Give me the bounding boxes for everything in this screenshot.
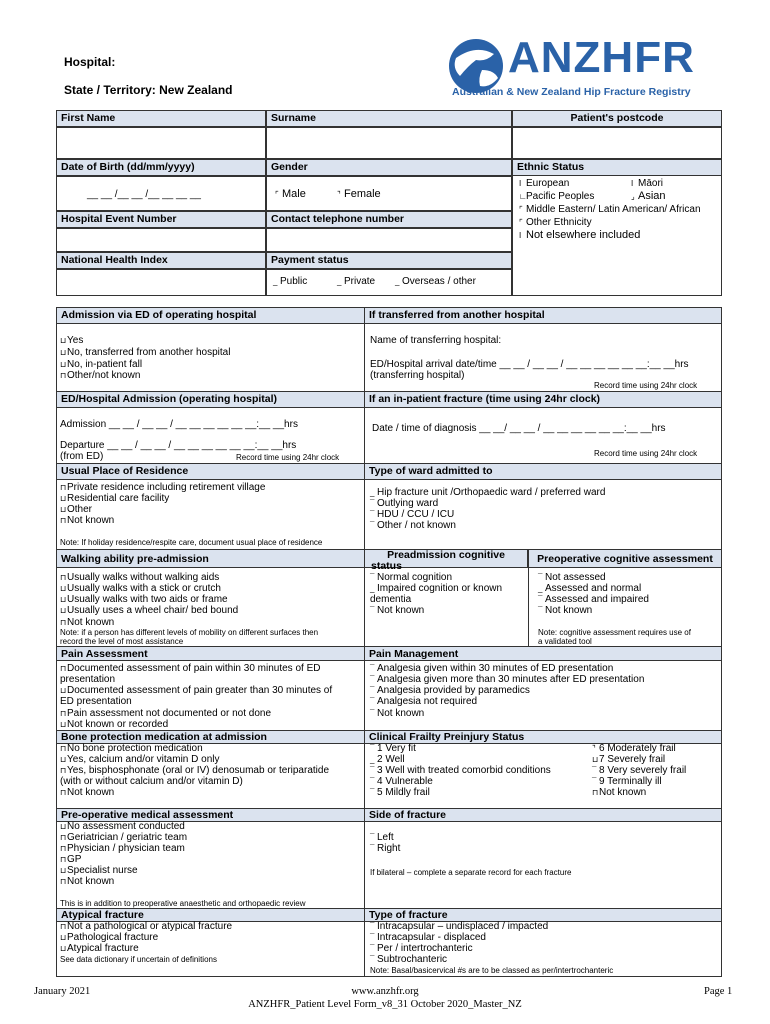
preop-cog-title: Preoperative cognitive assessment (528, 549, 722, 568)
ethnic-pacific[interactable]: ∟Pacific Peoples (519, 191, 595, 202)
gender-label: Gender (266, 159, 512, 176)
fracture-type-title: Type of fracture (364, 908, 722, 922)
residence-title: Usual Place of Residence (56, 463, 365, 480)
transfer-note: Record time using 24hr clock (594, 381, 698, 390)
female-option[interactable]: ⌝ Female (337, 188, 381, 200)
event-number-label: Hospital Event Number (56, 211, 266, 228)
ethnic-middle-eastern[interactable]: ⌜ Middle Eastern/ Latin American/ African (519, 204, 701, 215)
frailty-not-known[interactable]: ⊓Not known (592, 787, 647, 798)
frailty-1[interactable]: ¯ 1 Very fit (370, 743, 416, 754)
dob-field[interactable] (56, 176, 266, 211)
ethnic-field (512, 176, 722, 296)
preop-cog-normal[interactable]: _ Assessed and normal (538, 583, 642, 594)
cog-impaired[interactable]: _ Impaired cognition or known (370, 583, 503, 594)
gender-field (266, 176, 512, 211)
transfer-arrival: ED/Hospital arrival date/time __ __ / __ __ / __ __ __ __ __ __:__ __hrs (370, 359, 689, 370)
atypical-not[interactable]: ⊓Not a pathological or atypical fracture (60, 921, 233, 932)
pain-within-30[interactable]: ⊓Documented assessment of pain within 30 minutes of ED (60, 663, 321, 674)
transfer-arrival-sub: (transferring hospital) (370, 370, 465, 381)
inpatient-title: If an in-patient fracture (time using 24hr clock) (364, 391, 722, 408)
analgesia-not-required[interactable]: ¯ Analgesia not required (370, 696, 478, 707)
pain-greater-30-cont: ED presentation (60, 696, 132, 707)
admission-ed-other[interactable]: ⊓Other/not known (60, 370, 141, 381)
transfer-hospital-name: Name of transferring hospital: (370, 335, 502, 346)
walking-not-known[interactable]: ⊓Not known (60, 617, 115, 628)
analgesia-within-30[interactable]: ¯ Analgesia given within 30 minutes of ED presentation (370, 663, 614, 674)
frailty-title: Clinical Frailty Preinjury Status (364, 730, 722, 744)
event-number-field[interactable] (56, 228, 266, 252)
bone-bisphosphonate[interactable]: ⊓Yes, bisphosphonate (oral or IV) denosumab or teriparatide (60, 765, 330, 776)
state-label: State / Territory: New Zealand (64, 83, 233, 97)
footer-page: Page 1 (704, 986, 733, 997)
hospital-label: Hospital: (64, 55, 116, 69)
admission-ed-transferred[interactable]: ⊔No, transferred from another hospital (60, 347, 231, 358)
pain-management-title: Pain Management (364, 646, 722, 661)
nhi-label: National Health Index (56, 252, 266, 269)
preop-cog-impaired[interactable]: ¯ Assessed and impaired (538, 594, 649, 605)
analgesia-not-known[interactable]: ¯ Not known (370, 708, 425, 719)
type-undisplaced[interactable]: ¯ Intracapsular – undisplaced / impacted (370, 921, 549, 932)
postcode-field[interactable] (512, 127, 722, 159)
dob-label: Date of Birth (dd/mm/yyyy) (56, 159, 266, 176)
ed-admission-title: ED/Hospital Admission (operating hospital) (56, 391, 365, 408)
first-name-label: First Name (56, 110, 266, 127)
residence-note: Note: If holiday residence/respite care, document usual place of residence (60, 538, 323, 547)
first-name-field[interactable] (56, 127, 266, 159)
type-displaced[interactable]: ¯ Intracapsular - displaced (370, 932, 486, 943)
walking-note-1: Note: if a person has different levels of mobility on different surfaces then (60, 628, 319, 637)
ward-hdu[interactable]: ¯ HDU / CCU / ICU (370, 509, 455, 520)
preadm-cog-title: Preadmission cognitive status (364, 549, 528, 568)
payment-public[interactable]: _ Public (273, 276, 308, 287)
preop-cog-note-2: a validated tool (538, 637, 592, 646)
preop-med-none[interactable]: ⊔No assessment conducted (60, 821, 185, 832)
postcode-label: Patient's postcode (512, 110, 722, 127)
ward-title: Type of ward admitted to (364, 463, 722, 480)
bone-bisphosphonate-cont: (with or without calcium and/or vitamin D) (60, 776, 243, 787)
side-note: If bilateral – complete a separate record for each fracture (370, 868, 572, 877)
ward-hip-unit[interactable]: _ Hip fracture unit /Orthopaedic ward / preferred ward (370, 487, 606, 498)
preop-med-not-known[interactable]: ⊓Not known (60, 876, 115, 887)
frailty-6[interactable]: ⌝ 6 Moderately frail (592, 743, 676, 754)
pain-not-known[interactable]: ⊔Not known or recorded (60, 719, 169, 730)
preop-cog-note-1: Note: cognitive assessment requires use of (538, 628, 691, 637)
ethnic-other[interactable]: ⌜ Other Ethnicity (519, 217, 592, 228)
walking-stick[interactable]: ⊔Usually walks with a stick or crutch (60, 583, 221, 594)
ed-departure-time: Departure __ __ / __ __ / __ __ __ __ __ __:__ __hrs (60, 440, 297, 451)
atypical-note: See data dictionary if uncertain of definitions (60, 955, 217, 964)
type-per-intertrochanteric[interactable]: ¯ Per / intertrochanteric (370, 943, 473, 954)
contact-field[interactable] (266, 228, 512, 252)
side-right[interactable]: ¯ Right (370, 843, 401, 854)
frailty-5[interactable]: ¯ 5 Mildly frail (370, 787, 430, 798)
ward-other[interactable]: ¯ Other / not known (370, 520, 456, 531)
fracture-type-note: Note: Basal/basicervical #s are to be classed as per/intertrochanteric (370, 966, 614, 975)
transfer-title: If transferred from another hospital (364, 307, 722, 324)
bone-not-known[interactable]: ⊓Not known (60, 787, 115, 798)
preop-med-title: Pre-operative medical assessment (56, 808, 365, 822)
bone-calcium[interactable]: ⊔Yes, calcium and/or vitamin D only (60, 754, 220, 765)
atypical-title: Atypical fracture (56, 908, 365, 922)
payment-label: Payment status (266, 252, 512, 269)
admission-ed-inpatient[interactable]: ⊔No, in-patient fall (60, 359, 143, 370)
pain-not-done[interactable]: ⊓Pain assessment not documented or not done (60, 708, 272, 719)
pain-assessment-title: Pain Assessment (56, 646, 365, 661)
frailty-2[interactable]: _ 2 Well (370, 754, 405, 765)
preop-med-nurse[interactable]: ⊔Specialist nurse (60, 865, 138, 876)
preop-cog-not-assessed[interactable]: ¯ Not assessed (538, 572, 606, 583)
ethnic-label: Ethnic Status (512, 159, 722, 176)
footer-file: ANZHFR_Patient Level Form_v8_31 October 2020_Master_NZ (248, 999, 522, 1010)
patient-details-table (56, 110, 722, 296)
admission-ed-yes[interactable]: ⊔Yes (60, 335, 84, 346)
analgesia-paramedics[interactable]: ¯ Analgesia provided by paramedics (370, 685, 530, 696)
ed-note: Record time using 24hr clock (236, 453, 340, 462)
pain-greater-30[interactable]: ⊔Documented assessment of pain greater than 30 minutes of (60, 685, 333, 696)
ethnic-european[interactable]: I European (519, 178, 570, 189)
ethnic-maori[interactable]: I Māori (631, 178, 664, 189)
preop-cog-not-known[interactable]: ¯ Not known (538, 605, 593, 616)
cog-dementia: dementia (370, 594, 412, 605)
footer-date: January 2021 (34, 986, 91, 997)
frailty-7[interactable]: ⊔7 Severely frail (592, 754, 666, 765)
logo-subtitle: Australian & New Zealand Hip Fracture Registry (452, 86, 691, 98)
residence-private[interactable]: ⊓Private residence including retirement village (60, 482, 266, 493)
analgesia-after-30[interactable]: ¯ Analgesia given more than 30 minutes after ED presentation (370, 674, 645, 685)
residence-care[interactable]: ⊔Residential care facility (60, 493, 170, 504)
male-option[interactable]: ⌜ Male (275, 188, 306, 200)
cog-not-known[interactable]: ¯ Not known (370, 605, 425, 616)
payment-field (266, 269, 512, 296)
side-title: Side of fracture (364, 808, 722, 822)
frailty-9[interactable]: ¯ 9 Terminally ill (592, 776, 662, 787)
side-left[interactable]: ¯ Left (370, 832, 394, 843)
residence-not-known[interactable]: ⊓Not known (60, 515, 115, 526)
frailty-8[interactable]: ¯ 8 Very severely frail (592, 765, 687, 776)
inpatient-note: Record time using 24hr clock (594, 449, 698, 458)
preop-med-gp[interactable]: ⊓GP (60, 854, 82, 865)
ed-from-ed: (from ED) (60, 451, 104, 462)
type-subtrochanteric[interactable]: ¯ Subtrochanteric (370, 954, 448, 965)
dob-blank: __ __ /__ __ /__ __ __ __ (87, 189, 201, 200)
bone-title: Bone protection medication at admission (56, 730, 365, 744)
atypical-pathological[interactable]: ⊔Pathological fracture (60, 932, 159, 943)
walking-two-aids[interactable]: ⊔Usually walks with two aids or frame (60, 594, 228, 605)
frailty-4[interactable]: ¯ 4 Vulnerable (370, 776, 433, 787)
payment-overseas[interactable]: _ Overseas / other (395, 276, 476, 287)
inpatient-date: Date / time of diagnosis __ __/ __ __ / __ __ __ __ __ __:__ __hrs (372, 423, 666, 434)
walking-note-2: record the level of most assistance (60, 637, 184, 646)
residence-other[interactable]: ⊔Other (60, 504, 93, 515)
footer-url[interactable]: www.anzhfr.org (351, 986, 419, 997)
logo-text: ANZHFR (508, 33, 695, 82)
contact-label: Contact telephone number (266, 211, 512, 228)
ward-outlying[interactable]: ¯ Outlying ward (370, 498, 439, 509)
nhi-field[interactable] (56, 269, 266, 296)
ethnic-not-elsewhere[interactable]: I Not elsewhere included (519, 229, 641, 241)
preop-med-geriatrician[interactable]: ⊓Geriatrician / geriatric team (60, 832, 188, 843)
admission-ed-title: Admission via ED of operating hospital (56, 307, 365, 324)
atypical-atypical[interactable]: ⊔Atypical fracture (60, 943, 139, 954)
surname-field[interactable] (266, 127, 512, 159)
walking-wheelchair[interactable]: ⊔Usually uses a wheel chair/ bed bound (60, 605, 239, 616)
frailty-3[interactable]: ¯ 3 Well with treated comorbid conditions (370, 765, 551, 776)
surname-label: Surname (266, 110, 512, 127)
cog-normal[interactable]: ¯ Normal cognition (370, 572, 453, 583)
ethnic-asian[interactable]: ⌟ Asian (631, 190, 666, 202)
pain-within-30-cont: presentation (60, 674, 116, 685)
payment-private[interactable]: _ Private (337, 276, 376, 287)
walking-title: Walking ability pre-admission (56, 549, 365, 568)
walking-no-aids[interactable]: ⊓Usually walks without walking aids (60, 572, 220, 583)
clinical-table (56, 307, 722, 977)
bone-none[interactable]: ⊓No bone protection medication (60, 743, 203, 754)
preop-med-note: This is in addition to preoperative anaesthetic and orthopaedic review (60, 899, 306, 908)
preop-med-physician[interactable]: ⊓Physician / physician team (60, 843, 185, 854)
ed-admission-time: Admission __ __ / __ __ / __ __ __ __ __ __:__ __hrs (60, 419, 298, 430)
